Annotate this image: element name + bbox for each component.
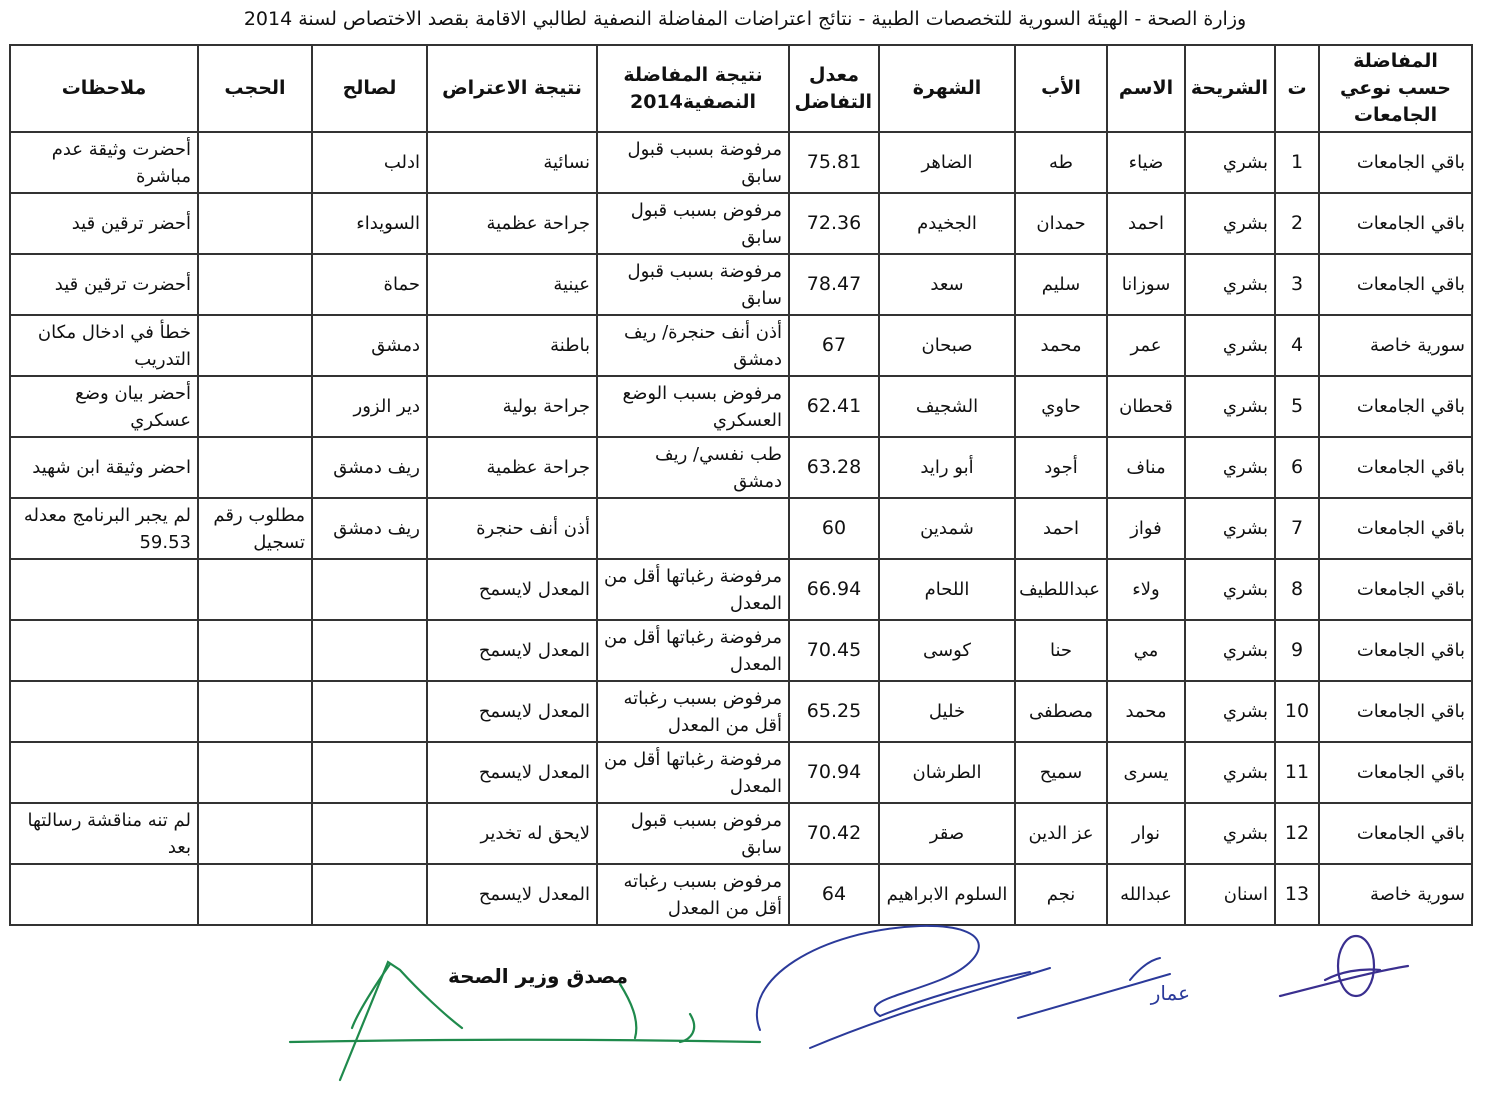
cell-objection: أذن أنف حنجرة (427, 498, 597, 559)
cell-surname: الضاهر (879, 132, 1015, 193)
cell-surname: صقر (879, 803, 1015, 864)
signatures (0, 920, 1490, 1096)
cell-index: 9 (1275, 620, 1319, 681)
cell-surname: الطرشان (879, 742, 1015, 803)
cell-index: 5 (1275, 376, 1319, 437)
table-row (10, 315, 1472, 376)
cell-name: عبدالله (1107, 864, 1185, 925)
cell-segment: بشري (1185, 681, 1275, 742)
cell-university: باقي الجامعات (1319, 376, 1472, 437)
cell-objection: نسائية (427, 132, 597, 193)
table-row (10, 559, 1472, 620)
cell-father: حنا (1015, 620, 1107, 681)
cell-gpa: 67 (789, 315, 879, 376)
cell-gpa: 75.81 (789, 132, 879, 193)
cell-result: مرفوض بسبب رغباته أقل من المعدل (597, 681, 789, 742)
cell-segment: بشري (1185, 132, 1275, 193)
cell-result: مرفوضة رغباتها أقل من المعدل (597, 742, 789, 803)
cell-for (312, 559, 427, 620)
cell-for: دمشق (312, 315, 427, 376)
table-row (10, 498, 1472, 559)
table-row (10, 864, 1472, 925)
cell-result: مرفوضة رغباتها أقل من المعدل (597, 559, 789, 620)
cell-hold (198, 315, 312, 376)
cell-name: ضياء (1107, 132, 1185, 193)
cell-surname: الشجيف (879, 376, 1015, 437)
cell-notes: أحضر ترقين قيد (10, 193, 198, 254)
cell-for: ريف دمشق (312, 498, 427, 559)
cell-gpa: 72.36 (789, 193, 879, 254)
cell-hold (198, 193, 312, 254)
cell-notes (10, 681, 198, 742)
table-row (10, 681, 1472, 742)
cell-index: 10 (1275, 681, 1319, 742)
cell-result (597, 498, 789, 559)
cell-objection: جراحة بولية (427, 376, 597, 437)
cell-father: حاوي (1015, 376, 1107, 437)
cell-father: عز الدين (1015, 803, 1107, 864)
cell-notes: أحضرت وثيقة عدم مباشرة (10, 132, 198, 193)
cell-for: دير الزور (312, 376, 427, 437)
cell-name: فواز (1107, 498, 1185, 559)
cell-university: باقي الجامعات (1319, 742, 1472, 803)
cell-surname: شمدين (879, 498, 1015, 559)
cell-gpa: 66.94 (789, 559, 879, 620)
cell-result: طب نفسي/ ريف دمشق (597, 437, 789, 498)
cell-name: عمر (1107, 315, 1185, 376)
cell-father: سليم (1015, 254, 1107, 315)
cell-for: السويداء (312, 193, 427, 254)
document-title: وزارة الصحة - الهيئة السورية للتخصصات الطبية - نتائج اعتراضات المفاضلة النصفية لطالبي الاقامة بقصد الاختصاص لسنة 2014 (243, 8, 1247, 30)
table-row (10, 803, 1472, 864)
table-row (10, 132, 1472, 193)
cell-notes: خطأ في ادخال مكان التدريب (10, 315, 198, 376)
cell-segment: بشري (1185, 315, 1275, 376)
header-hold: الحجب (198, 45, 312, 132)
header-gpa: معدل التفاضل (789, 45, 879, 132)
header-university: المفاضلة حسب نوعي الجامعات (1319, 45, 1472, 132)
cell-for (312, 864, 427, 925)
cell-for (312, 620, 427, 681)
cell-hold (198, 864, 312, 925)
cell-father: أجود (1015, 437, 1107, 498)
cell-gpa: 60 (789, 498, 879, 559)
cell-surname: خليل (879, 681, 1015, 742)
cell-objection: جراحة عظمية (427, 193, 597, 254)
cell-notes (10, 864, 198, 925)
cell-objection: جراحة عظمية (427, 437, 597, 498)
cell-result: مرفوضة رغباتها أقل من المعدل (597, 620, 789, 681)
cell-university: باقي الجامعات (1319, 620, 1472, 681)
cell-objection: المعدل لايسمح (427, 864, 597, 925)
cell-index: 12 (1275, 803, 1319, 864)
header-surname: الشهرة (879, 45, 1015, 132)
cell-result: مرفوض بسبب قبول سابق (597, 803, 789, 864)
cell-notes (10, 742, 198, 803)
cell-segment: بشري (1185, 803, 1275, 864)
cell-index: 13 (1275, 864, 1319, 925)
cell-notes (10, 620, 198, 681)
cell-result: مرفوض بسبب الوضع العسكري (597, 376, 789, 437)
cell-university: سورية خاصة (1319, 315, 1472, 376)
cell-for (312, 681, 427, 742)
cell-notes: لم يجبر البرنامج معدله 59.53 (10, 498, 198, 559)
cell-result: مرفوضة بسبب قبول سابق (597, 132, 789, 193)
cell-hold (198, 254, 312, 315)
header-result: نتيجة المفاضلة النصفية2014 (597, 45, 789, 132)
results-table (9, 44, 1473, 926)
header-segment: الشريحة (1185, 45, 1275, 132)
cell-surname: الجخيدم (879, 193, 1015, 254)
cell-surname: سعد (879, 254, 1015, 315)
cell-hold (198, 437, 312, 498)
cell-father: محمد (1015, 315, 1107, 376)
cell-name: محمد (1107, 681, 1185, 742)
approval-label: مصدق وزير الصحة (448, 964, 628, 988)
cell-objection: المعدل لايسمح (427, 742, 597, 803)
cell-segment: بشري (1185, 498, 1275, 559)
cell-university: باقي الجامعات (1319, 681, 1472, 742)
cell-notes (10, 559, 198, 620)
cell-university: باقي الجامعات (1319, 559, 1472, 620)
cell-gpa: 70.45 (789, 620, 879, 681)
cell-university: باقي الجامعات (1319, 498, 1472, 559)
cell-hold (198, 620, 312, 681)
cell-hold (198, 132, 312, 193)
cell-father: سميح (1015, 742, 1107, 803)
cell-gpa: 62.41 (789, 376, 879, 437)
cell-hold (198, 803, 312, 864)
cell-objection: المعدل لايسمح (427, 681, 597, 742)
cell-father: حمدان (1015, 193, 1107, 254)
cell-surname: كوسى (879, 620, 1015, 681)
cell-segment: بشري (1185, 437, 1275, 498)
cell-objection: المعدل لايسمح (427, 620, 597, 681)
cell-hold: مطلوب رقم تسجيل (198, 498, 312, 559)
cell-university: باقي الجامعات (1319, 193, 1472, 254)
cell-result: أذن أنف حنجرة/ ريف دمشق (597, 315, 789, 376)
cell-name: ولاء (1107, 559, 1185, 620)
cell-father: احمد (1015, 498, 1107, 559)
signature-handwritten-name: عمار (1150, 981, 1190, 1005)
cell-father: نجم (1015, 864, 1107, 925)
cell-father: طه (1015, 132, 1107, 193)
cell-segment: اسنان (1185, 864, 1275, 925)
cell-result: مرفوض بسبب قبول سابق (597, 193, 789, 254)
cell-segment: بشري (1185, 559, 1275, 620)
cell-objection: عينية (427, 254, 597, 315)
table-row (10, 193, 1472, 254)
signature-blue (757, 926, 1170, 1048)
cell-surname: اللحام (879, 559, 1015, 620)
cell-hold (198, 376, 312, 437)
cell-name: قحطان (1107, 376, 1185, 437)
cell-gpa: 65.25 (789, 681, 879, 742)
cell-surname: أبو رايد (879, 437, 1015, 498)
header-index: ت (1275, 45, 1319, 132)
cell-hold (198, 559, 312, 620)
cell-index: 11 (1275, 742, 1319, 803)
cell-name: يسرى (1107, 742, 1185, 803)
cell-for: ريف دمشق (312, 437, 427, 498)
signature-green (290, 962, 760, 1080)
cell-university: باقي الجامعات (1319, 132, 1472, 193)
cell-name: سوزانا (1107, 254, 1185, 315)
cell-result: مرفوض بسبب رغباته أقل من المعدل (597, 864, 789, 925)
header-row (10, 45, 1472, 132)
cell-university: باقي الجامعات (1319, 254, 1472, 315)
cell-name: مي (1107, 620, 1185, 681)
cell-for: حماة (312, 254, 427, 315)
cell-surname: صبحان (879, 315, 1015, 376)
cell-gpa: 63.28 (789, 437, 879, 498)
cell-university: باقي الجامعات (1319, 437, 1472, 498)
cell-index: 4 (1275, 315, 1319, 376)
cell-segment: بشري (1185, 193, 1275, 254)
cell-father: مصطفى (1015, 681, 1107, 742)
cell-for (312, 803, 427, 864)
cell-hold (198, 681, 312, 742)
cell-index: 6 (1275, 437, 1319, 498)
cell-index: 8 (1275, 559, 1319, 620)
cell-objection: المعدل لايسمح (427, 559, 597, 620)
cell-name: مناف (1107, 437, 1185, 498)
cell-index: 1 (1275, 132, 1319, 193)
cell-for: ادلب (312, 132, 427, 193)
cell-gpa: 70.42 (789, 803, 879, 864)
table-body (10, 132, 1472, 925)
cell-notes: لم تنه مناقشة رسالتها بعد (10, 803, 198, 864)
cell-gpa: 64 (789, 864, 879, 925)
cell-notes: احضر وثيقة ابن شهيد (10, 437, 198, 498)
cell-segment: بشري (1185, 376, 1275, 437)
cell-name: نوار (1107, 803, 1185, 864)
cell-for (312, 742, 427, 803)
cell-university: سورية خاصة (1319, 864, 1472, 925)
cell-index: 2 (1275, 193, 1319, 254)
header-objection: نتيجة الاعتراض (427, 45, 597, 132)
cell-hold (198, 742, 312, 803)
cell-index: 3 (1275, 254, 1319, 315)
cell-segment: بشري (1185, 742, 1275, 803)
header-father: الأب (1015, 45, 1107, 132)
cell-name: احمد (1107, 193, 1185, 254)
cell-university: باقي الجامعات (1319, 803, 1472, 864)
cell-notes: أحضر بيان وضع عسكري (10, 376, 198, 437)
cell-segment: بشري (1185, 254, 1275, 315)
header-for: لصالح (312, 45, 427, 132)
cell-surname: السلوم الابراهيم (879, 864, 1015, 925)
table-row (10, 742, 1472, 803)
cell-notes: أحضرت ترقين قيد (10, 254, 198, 315)
cell-segment: بشري (1185, 620, 1275, 681)
cell-objection: لايحق له تخدير (427, 803, 597, 864)
cell-index: 7 (1275, 498, 1319, 559)
table-row (10, 376, 1472, 437)
cell-gpa: 70.94 (789, 742, 879, 803)
table-row (10, 437, 1472, 498)
cell-objection: باطنة (427, 315, 597, 376)
header-name: الاسم (1107, 45, 1185, 132)
cell-result: مرفوضة بسبب قبول سابق (597, 254, 789, 315)
table-row (10, 254, 1472, 315)
cell-gpa: 78.47 (789, 254, 879, 315)
cell-father: عبداللطيف (1015, 559, 1107, 620)
table-row (10, 620, 1472, 681)
signature-purple (1280, 936, 1408, 996)
header-notes: ملاحظات (10, 45, 198, 132)
